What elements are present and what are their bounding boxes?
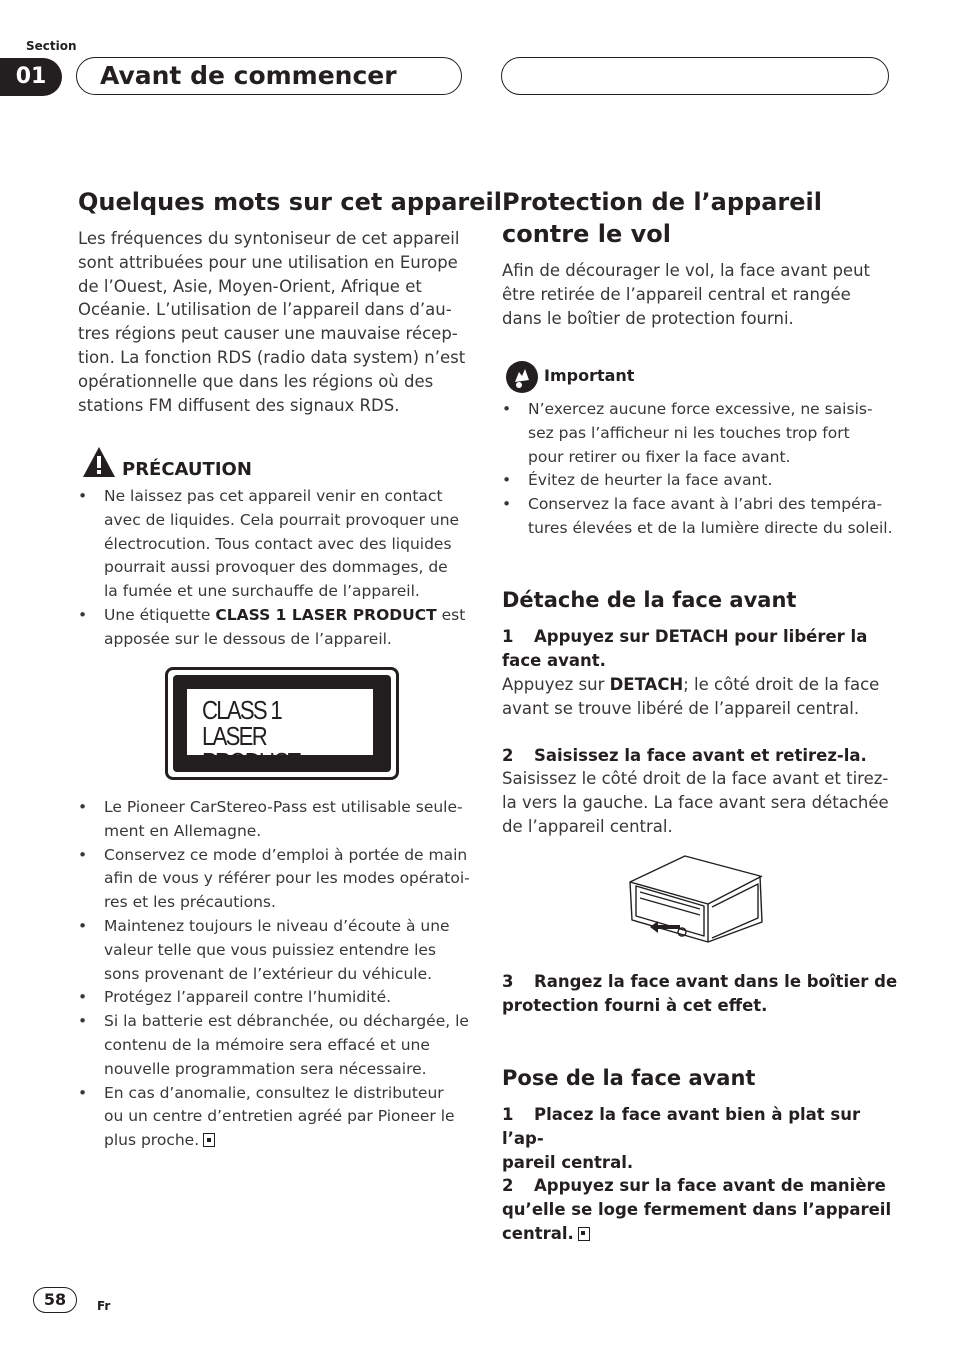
heading-line: Protection de l’appareil xyxy=(502,188,822,216)
caution-title: PRÉCAUTION xyxy=(122,459,252,480)
text-line: apposée sur le dessous de l’appareil. xyxy=(104,629,392,648)
text-line: opérationnelle que dans les régions où des xyxy=(78,371,434,391)
page-title: Avant de commencer xyxy=(100,61,397,90)
intro-paragraph-right: Afin de décourager le vol, la face avant peut être retirée de l’appareil central et rangée dans le boîtier de protection fourni. xyxy=(502,261,871,328)
label-line-1: CLASS 1 xyxy=(202,695,282,725)
text-line: de l’Ouest, Asie, Moyen-Orient, Afrique et xyxy=(78,276,422,296)
laser-product-label xyxy=(165,667,399,780)
text-line: • Une étiquette CLASS 1 LASER PRODUCT est xyxy=(104,605,466,624)
list-item xyxy=(78,604,470,652)
text-line: électrocution. Tous contact avec des liquides xyxy=(104,534,452,553)
page-number: 58 xyxy=(33,1287,77,1313)
step-number: 3 xyxy=(502,972,514,991)
text-line: tres régions peut causer une mauvaise récep- xyxy=(78,324,458,344)
text-line: Océanie. L’utilisation de l’appareil dans d’au- xyxy=(78,300,452,320)
pose-step-2: 2 Appuyez sur la face avant de manière qu’elle se loge fermement dans l’appareil central. xyxy=(502,1176,892,1243)
detach-step-2-body: Saisissez le côté droit de la face avant et tirez- la vers la gauche. La face avant sera détachée de l’appareil central. xyxy=(502,769,889,836)
label-line-2: LASER PRODUCT xyxy=(202,721,300,777)
text-line: pourrait aussi provoquer des dommages, de xyxy=(104,558,448,577)
header-blank-frame xyxy=(501,57,889,95)
detach-illustration xyxy=(620,852,770,944)
heading-quelques-mots: Quelques mots sur cet appareil xyxy=(78,188,502,216)
step-number: 2 xyxy=(502,746,514,765)
important-hand-icon xyxy=(505,360,539,394)
text-line: Les fréquences du syntoniseur de cet appareil xyxy=(78,229,460,248)
general-notes-list xyxy=(78,796,470,1153)
heading-line: contre le vol xyxy=(502,220,671,248)
section-label: Section xyxy=(26,39,77,53)
list-item: • Conservez ce mode d’emploi à portée de main afin de vous y référer pour les modes opératoi- res et les précautions. xyxy=(78,844,470,915)
list-item: • Maintenez toujours le niveau d’écoute à une valeur telle que vous puissiez entendre les sons provenant de l’extérieur du véhicule. xyxy=(78,915,470,986)
detach-step-3: 3 Rangez la face avant dans le boîtier de protection fourni à cet effet. xyxy=(502,972,898,1015)
text-line: stations FM diffusent des signaux RDS. xyxy=(78,395,400,415)
end-of-section-icon xyxy=(578,1227,590,1241)
label-panel xyxy=(187,689,373,777)
caution-list xyxy=(78,485,470,652)
warning-triangle-icon xyxy=(82,446,116,478)
text-line: • Ne laissez pas cet appareil venir en contact xyxy=(104,487,443,505)
important-list xyxy=(502,398,902,541)
list-item: • En cas d’anomalie, consultez le distributeur ou un centre d’entretien agréé par Pioneer le plus proche. xyxy=(78,1082,470,1153)
heading-detache: Détache de la face avant xyxy=(502,588,797,612)
detach-step-1-body: Appuyez sur DETACH; le côté droit de la face avant se trouve libéré de l’appareil central. xyxy=(502,675,880,718)
step-number: 1 xyxy=(502,627,514,646)
important-title: Important xyxy=(544,366,635,385)
text-line: la fumée et une surchauffe de l’appareil. xyxy=(104,582,420,601)
language-code: Fr xyxy=(97,1299,111,1313)
list-item: • Protégez l’appareil contre l’humidité. xyxy=(78,986,470,1010)
intro-paragraph-left xyxy=(78,227,468,417)
list-item: • Si la batterie est débranchée, ou déchargée, le contenu de la mémoire sera effacé et une nouvelle programmation sera nécessaire. xyxy=(78,1010,470,1081)
text-line: tion. La fonction RDS (radio data system) n’est xyxy=(78,347,466,367)
end-of-section-icon xyxy=(203,1133,215,1147)
pose-step-1: 1 Placez la face avant bien à plat sur l’ap- pareil central. xyxy=(502,1105,861,1172)
detach-step-1: 1 Appuyez sur DETACH pour libérer la face avant. xyxy=(502,627,868,670)
label-text xyxy=(202,697,347,775)
step-number: 1 xyxy=(502,1105,514,1124)
text-line: sont attribuées pour une utilisation en Europe xyxy=(78,252,458,272)
detach-step-2: 2 Saisissez la face avant et retirez-la. xyxy=(502,744,902,768)
text-line: avec de liquides. Cela pourrait provoquer une xyxy=(104,510,460,529)
section-number: 01 xyxy=(0,58,62,96)
laser-product-bold: CLASS 1 LASER PRODUCT xyxy=(215,605,437,624)
list-item: • Le Pioneer CarStereo-Pass est utilisable seule- ment en Allemagne. xyxy=(78,796,470,844)
list-item: • Évitez de heurter la face avant. xyxy=(502,469,902,493)
list-item xyxy=(78,485,470,604)
list-item: • Conservez la face avant à l’abri des tempéra- tures élevées et de la lumière directe du soleil. xyxy=(502,493,902,541)
heading-pose: Pose de la face avant xyxy=(502,1066,756,1090)
list-item: • N’exercez aucune force excessive, ne saisis- sez pas l’afficheur ni les touches trop fort pour retirer ou fixer la face avant. xyxy=(502,398,902,469)
step-number: 2 xyxy=(502,1176,514,1195)
detach-keyword: DETACH xyxy=(609,675,684,694)
heading-protection xyxy=(502,186,822,250)
